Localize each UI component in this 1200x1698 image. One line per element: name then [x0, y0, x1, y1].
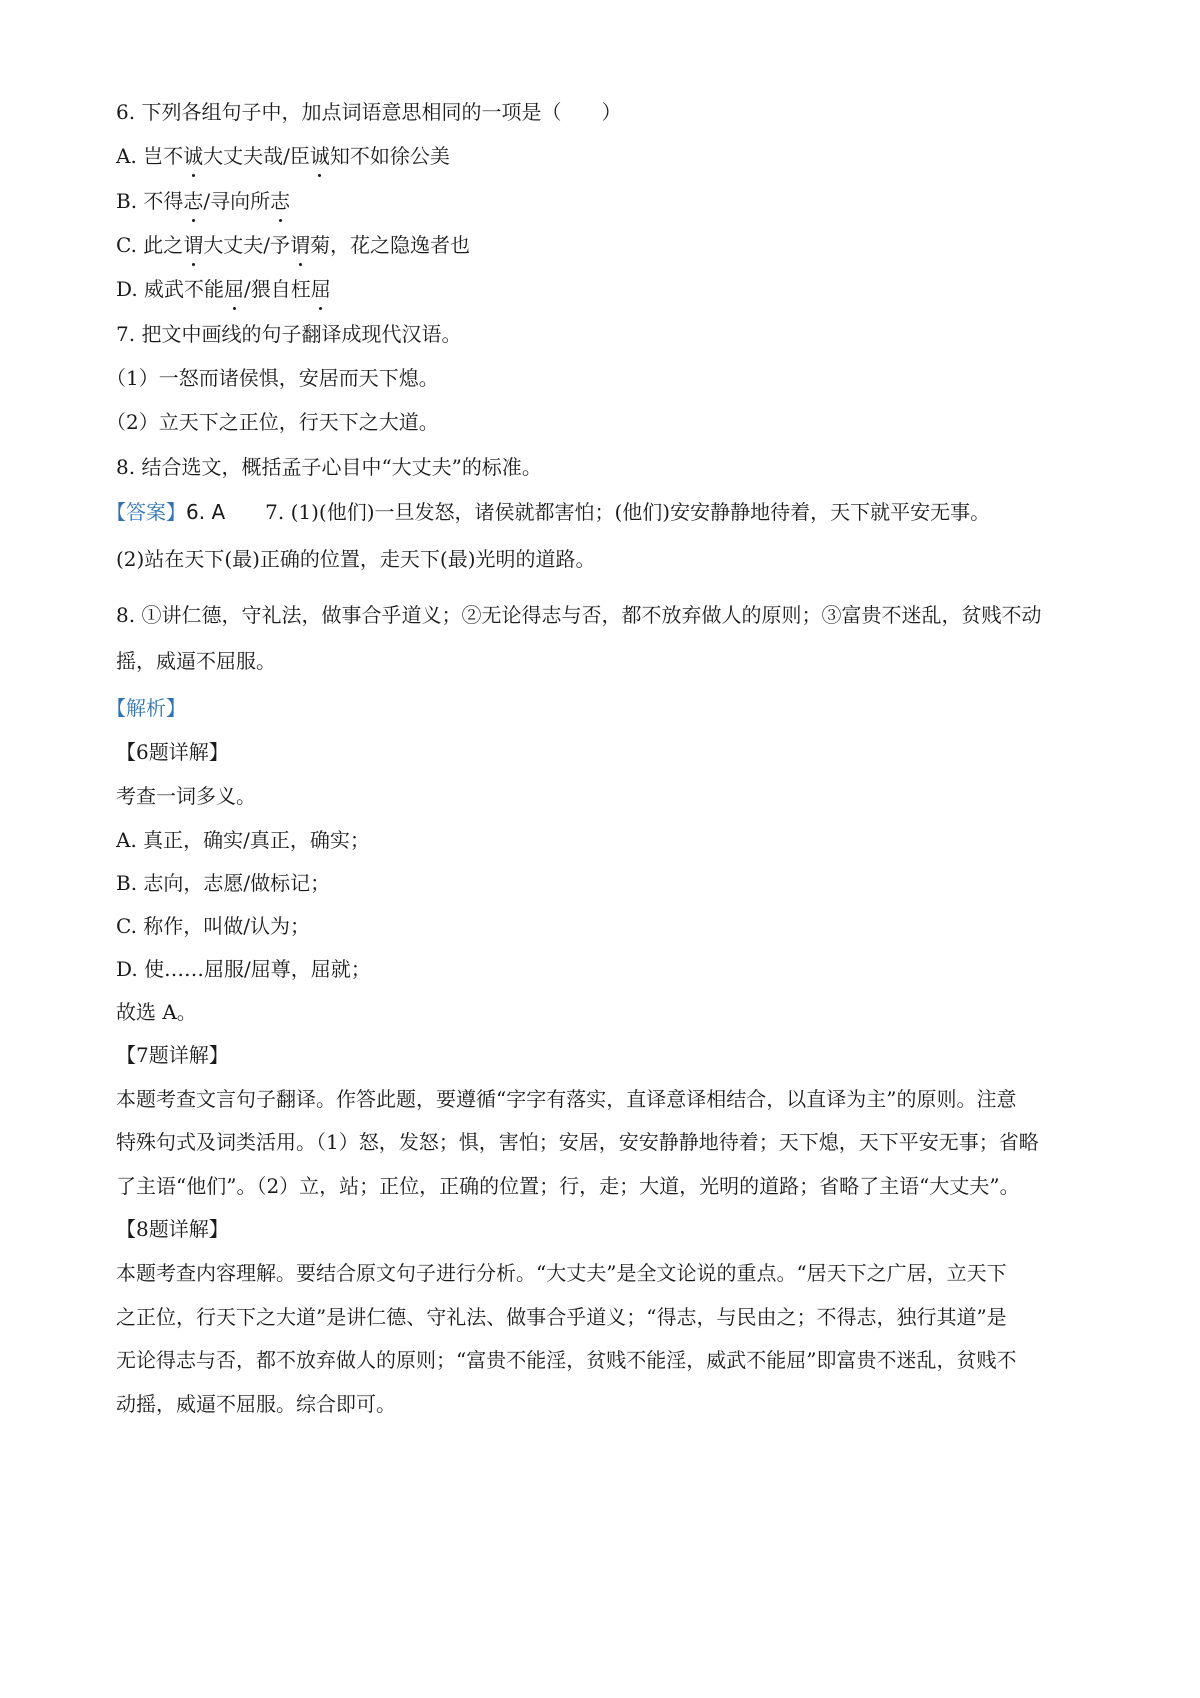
- q6-option-d: D. 威武不能屈/猥自枉屈: [116, 277, 331, 301]
- analysis-6-c: C. 称作，叫做/认为；: [116, 914, 311, 938]
- q7-stem: 7. 把文中画线的句子翻译成现代汉语。: [116, 322, 462, 346]
- analysis-label: 【解析】: [106, 696, 186, 720]
- analysis-heading-7: 【7题详解】: [116, 1043, 229, 1067]
- answer-7-1: 7. (1)(他们)一旦发怒，诸侯就都害怕；(他们)安安静静地待着，天下就平安无事。: [265, 500, 991, 524]
- emphasis-dot-char: 谓: [183, 233, 204, 257]
- analysis-heading-8: 【8题详解】: [116, 1217, 229, 1241]
- analysis-7-line2: 特殊句式及词类活用。（1）怒，发怒；惧，害怕；安居，安安静静地待着；天下熄，天下平安无事；省略: [116, 1130, 1039, 1154]
- analysis-text-6: 考查一词多义。: [116, 784, 256, 808]
- analysis-7-line1: 本题考查文言句子翻译。作答此题，要遵循“字字有落实，直译意译相结合，以直译为主”的原则。注意: [116, 1087, 1017, 1111]
- analysis-8-line3: 无论得志与否，都不放弃做人的原则；“富贵不能淫，贫贱不能淫，威武不能屈”即富贵不迷乱，贫贱不: [116, 1348, 1017, 1372]
- q6-option-b: B. 不得志/寻向所志: [116, 189, 291, 213]
- answer-7-2: (2)站在天下(最)正确的位置，走天下(最)光明的道路。: [116, 547, 596, 571]
- q6-option-c: C. 此之谓大丈夫/予谓菊，花之隐逸者也: [116, 233, 471, 257]
- analysis-8-line2: 之正位，行天下之大道”是讲仁德、守礼法、做事合乎道义；“得志，与民由之；不得志，独行其道”是: [116, 1305, 1007, 1329]
- analysis-6-conclusion: 故选 A。: [116, 1000, 197, 1024]
- emphasis-dot-char: 诚: [309, 144, 330, 168]
- emphasis-dot-char: 志: [183, 189, 204, 213]
- analysis-6-b: B. 志向，志愿/做标记；: [116, 871, 331, 895]
- emphasis-dot-char: 谓: [290, 233, 311, 257]
- analysis-8-line4: 动摇，威逼不屈服。综合即可。: [116, 1392, 396, 1416]
- q8-stem: 8. 结合选文，概括孟子心目中“大丈夫”的标准。: [116, 455, 542, 479]
- q7-sentence-1: （1）一怒而诸侯惧，安居而天下熄。: [106, 366, 439, 390]
- emphasis-dot-char: 志: [270, 189, 291, 213]
- emphasis-dot-char: 诚: [183, 144, 204, 168]
- analysis-6-d: D. 使……屈服/屈尊，屈就；: [116, 957, 371, 981]
- analysis-8-line1: 本题考查内容理解。要结合原文句子进行分析。“大丈夫”是全文论说的重点。“居天下之广居，立天下: [116, 1261, 1007, 1285]
- q6-option-a: A. 岂不诚大丈夫哉/臣诚知不如徐公美: [116, 144, 450, 168]
- answer-8-line1: 8. ①讲仁德，守礼法，做事合乎道义；②无论得志与否，都不放弃做人的原则；③富贵不迷乱，贫贱不动: [116, 603, 1042, 627]
- emphasis-dot-char: 屈: [310, 277, 331, 301]
- emphasis-dot-char: 屈: [224, 277, 245, 301]
- analysis-heading-6: 【6题详解】: [116, 740, 229, 764]
- answer-6: 6. A: [186, 500, 226, 524]
- answer-8-line2: 摇，威逼不屈服。: [116, 649, 276, 673]
- analysis-7-line3: 了主语“他们”。（2）立，站；正位，正确的位置；行，走；大道，光明的道路；省略了主语“大丈夫”。: [116, 1174, 1020, 1198]
- analysis-6-a: A. 真正，确实/真正，确实；: [116, 828, 370, 852]
- q7-sentence-2: （2）立天下之正位，行天下之大道。: [106, 410, 439, 434]
- answer-label: 【答案】: [106, 500, 186, 524]
- q6-stem: 6. 下列各组句子中，加点词语意思相同的一项是（ ）: [116, 100, 622, 124]
- answer-line: [106, 498, 990, 526]
